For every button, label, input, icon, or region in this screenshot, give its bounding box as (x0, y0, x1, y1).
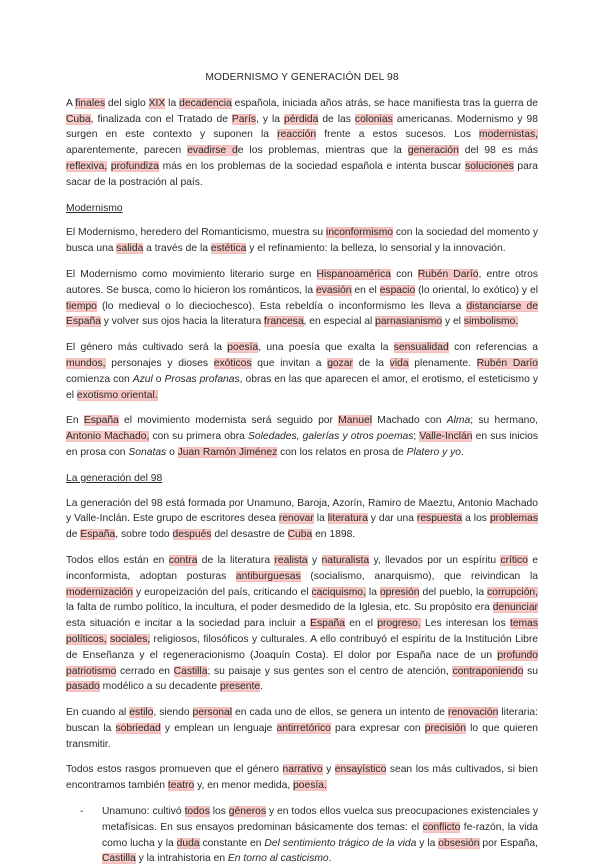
highlighted-text: estética (210, 243, 247, 255)
text-run: su (523, 665, 538, 677)
text-run: (socialismo, anarquismo), que reivindican la (300, 570, 538, 582)
text-run: en el (351, 284, 380, 296)
text-run: y emplean un lenguaje (160, 722, 277, 734)
section-heading: Modernismo (66, 202, 123, 214)
italic-work-title: Azul (132, 373, 153, 385)
highlighted-text: renovar (278, 513, 314, 525)
highlighted-text: España (80, 529, 116, 541)
highlighted-text: problemas (489, 513, 539, 525)
highlighted-text: narrativo (282, 764, 323, 776)
highlighted-text: después (172, 529, 212, 541)
text-run: en cada uno de ellos, se genera un intento de (232, 707, 449, 719)
paragraph (66, 413, 538, 460)
highlighted-text: generación (407, 145, 459, 157)
text-run: la falta de rumbo político, la incultura, el poder desmedido de la Iglesia, etc. Su propósito era (66, 602, 493, 614)
highlighted-text: crítico (500, 554, 528, 566)
text-run: y el (442, 316, 464, 328)
highlighted-text: duda (176, 837, 200, 849)
highlighted-text: evadirse d (187, 145, 238, 157)
text-run: que invitan a (251, 357, 328, 369)
highlighted-text: Rubén Darío (476, 357, 538, 369)
highlighted-text: denunciar (492, 602, 538, 614)
text-run: personajes y dioses (105, 357, 214, 369)
text-run: literaria: buscan la (66, 707, 538, 734)
text-run: y en todos ellos vuelca sus preocupaciones existenciales y metafísicas. En sus ensayos predominan básicamente dos temas: el (102, 806, 538, 833)
paragraph (66, 225, 538, 257)
text-run: (lo oriental, lo exótico) y el (415, 284, 538, 296)
text-run: El Modernismo como movimiento literario surge en (66, 268, 317, 280)
text-run: con referencias a (448, 342, 538, 354)
text-run: o (166, 446, 178, 458)
italic-work-title: Alma (446, 415, 471, 427)
highlighted-text: francesa (264, 316, 304, 328)
text-run: . (328, 853, 332, 865)
highlighted-text: Antonio Machado, (66, 431, 150, 443)
author-list (66, 804, 538, 867)
highlighted-text: antirretórico (276, 722, 331, 734)
text-run: Todos ellos están en (66, 554, 169, 566)
text-run: la (165, 97, 180, 109)
highlighted-text: naturalista (321, 554, 370, 566)
highlighted-text: precisión (424, 722, 466, 734)
highlighted-text: reacción (277, 129, 317, 141)
text-run: del desastre de (211, 529, 288, 541)
text-run: y (307, 554, 322, 566)
text-run: . (260, 681, 263, 693)
text-run: En cuando al (66, 707, 130, 719)
highlighted-text: realista (274, 554, 308, 566)
highlighted-text: exotismo oriental. (76, 389, 158, 401)
text-run: la (313, 513, 328, 525)
text-run: americanas. Modernismo y 98 surgen en este contexto y suponen la (66, 113, 538, 141)
highlighted-text: respuesta (416, 513, 463, 525)
paragraph (66, 553, 538, 695)
text-run: lo que quieren transmitir. (66, 722, 538, 750)
paragraph (66, 96, 538, 191)
text-run: de las (318, 113, 355, 125)
italic-work-title: En torno al casticismo (227, 853, 329, 865)
highlighted-text: gozar (327, 357, 353, 369)
text-run: frente a estos sucesos. Los (316, 129, 480, 141)
highlighted-text: renovación (448, 707, 499, 719)
highlighted-text: sociales, (110, 633, 151, 645)
highlighted-text: modernistas, (479, 129, 538, 141)
text-run: y europeización del país, criticando el (132, 586, 312, 598)
highlighted-text: poesía (227, 342, 259, 354)
highlighted-text: ensayístico (334, 764, 387, 776)
highlighted-text: pérdida (283, 113, 319, 125)
text-run: y la intrahistoria en (135, 853, 228, 865)
highlighted-text: Castilla (173, 665, 208, 677)
highlighted-text: Castilla (102, 853, 136, 865)
text-run: Todos estos rasgos promueven que el género (66, 764, 283, 776)
highlighted-text: obsesión (438, 837, 480, 849)
text-run: , obras en las que aparecen el amor, el erotismo, el esteticismo y el (66, 373, 538, 401)
text-run: del 98 es más (458, 145, 539, 157)
highlighted-text: España (310, 618, 346, 630)
highlighted-text: teatro (167, 780, 195, 792)
text-run: a los (462, 513, 490, 525)
highlighted-text: soluciones (465, 160, 514, 172)
text-run: con (390, 268, 418, 280)
highlighted-text: presente (220, 681, 261, 693)
highlighted-text: pasado (66, 681, 100, 693)
text-run: en el (345, 618, 378, 630)
text-run: y (322, 764, 335, 776)
text-run: en sus inicios en prosa con (66, 431, 538, 458)
text-run: y, en menor medida, (194, 780, 294, 792)
highlighted-text: decadencia (179, 97, 232, 109)
text-run: o (152, 373, 165, 385)
highlighted-text: París (231, 113, 256, 125)
highlighted-text: distanciarse de España (66, 300, 538, 328)
highlighted-text: salida (116, 243, 144, 255)
text-run: a través de la (143, 243, 211, 255)
highlighted-text: reflexiva, (66, 160, 108, 172)
highlighted-text: antiburguesas (235, 570, 301, 582)
text-run: española, iniciada años atrás, se hace manifiesta tras la guerra de (231, 97, 538, 109)
highlighted-text: Cuba (287, 529, 313, 541)
text-run: y dar una (367, 513, 417, 525)
text-run: , finalizada con el Tratado de (90, 113, 232, 125)
text-run: ; su hermano, (470, 415, 538, 427)
document-body (66, 96, 538, 867)
paragraph (66, 267, 538, 330)
text-run: aparentemente, parecen (66, 145, 188, 157)
text-run: y volver sus ojos hacia la literatura (100, 316, 265, 328)
text-run: y, llevados por un espíritu (369, 554, 501, 566)
text-run: más en los problemas de la sociedad española e intenta buscar (158, 160, 466, 172)
text-run: y la (416, 837, 439, 849)
text-run: por España, (479, 837, 538, 849)
highlighted-text: finales (75, 97, 105, 109)
text-run: con los relatos en prosa de (277, 446, 407, 458)
highlighted-text: Rubén Darío (417, 268, 479, 280)
text-run: de la literatura (197, 554, 275, 566)
text-run: modélico a su decadente (99, 681, 221, 693)
highlighted-text: todos (184, 806, 210, 818)
text-run: , en especial al (303, 316, 376, 328)
highlighted-text: parnasianismo (375, 316, 443, 328)
highlighted-text: exóticos (213, 357, 252, 369)
paragraph (66, 340, 538, 403)
text-run: , sobre todo (115, 529, 173, 541)
text-run: plenamente. (408, 357, 477, 369)
highlighted-text: caciquismo, (311, 586, 366, 598)
text-run: religiosos, filosóficos y culturales. A ello contribuyó el espíritu de la Institución Libre de Enseñanza y el regeneracionismo (Joaquín Costa). El dolor por España nace de un (66, 633, 538, 661)
text-run: ; (413, 431, 420, 443)
highlighted-text: estilo (129, 707, 154, 719)
text-run: En (66, 415, 84, 427)
text-run: Les interesan los (420, 618, 510, 630)
highlighted-text: poesía. (293, 780, 327, 792)
text-run: , una poesía que exalta la (258, 342, 394, 354)
italic-work-title: Prosas profanas (164, 373, 240, 385)
highlighted-text: Manuel (338, 415, 372, 427)
highlighted-text: tiempo (66, 300, 97, 312)
section-heading: La generación del 98 (66, 472, 163, 484)
highlighted-text: opresión (379, 586, 420, 598)
text-run: Machado con (372, 415, 447, 427)
italic-work-title: Platero y yo (406, 446, 461, 458)
text-run: en 1898. (312, 529, 356, 541)
highlighted-text: géneros (228, 806, 267, 818)
text-run: la (365, 586, 380, 598)
text-run: ; su paisaje y sus gentes son el centro de atención, (207, 665, 453, 677)
highlighted-text: modernización (66, 586, 133, 598)
text-run: comienza con (66, 373, 133, 385)
highlighted-text: profundo (497, 649, 538, 661)
highlighted-text: Valle-Inclán (419, 431, 473, 443)
highlighted-text: conflicto (422, 821, 461, 833)
text-run: los (209, 806, 229, 818)
text-run: para sacar de la postración al país. (66, 160, 538, 188)
text-run: El Modernismo, heredero del Romanticismo, muestra su (66, 227, 327, 239)
highlighted-text: vida (389, 357, 409, 369)
highlighted-text: progreso. (377, 618, 421, 630)
text-run: e inconformista, adoptan posturas (66, 554, 539, 582)
highlighted-text: profundiza (110, 160, 159, 172)
text-run: del siglo (104, 97, 149, 109)
text-run: de la (352, 357, 390, 369)
text-run: para expresar con (330, 722, 425, 734)
text-run: con su primera obra (149, 431, 248, 443)
text-run: sean los más cultivados, si bien encontramos también (66, 764, 538, 792)
page-title: MODERNISMO Y GENERACIÓN DEL 98 (205, 72, 399, 83)
text-run: La generación del 98 está formada por Unamuno, Baroja, Azorín, Ramiro de Maeztu, Antonio Machado y Valle-Inclán. Este grupo de escritores desea (66, 497, 538, 525)
highlighted-text: corrupción, (487, 586, 539, 598)
italic-work-title: Soledades, galerías y otros poemas (248, 431, 414, 443)
dash-bullet-icon: - (80, 806, 84, 818)
highlighted-text: espacio (379, 284, 416, 296)
paragraph (66, 762, 538, 794)
text-run: (lo medieval o lo dieciochesco). Esta rebeldía o inconformismo les lleva a (96, 300, 467, 312)
highlighted-text: mundos, (66, 357, 106, 369)
highlighted-text: políticos, (66, 633, 107, 645)
text-run: cerrado en (116, 665, 174, 677)
paragraph (66, 496, 538, 543)
text-run: A (66, 97, 76, 109)
italic-work-title: Sonatas (128, 446, 167, 458)
list-item (80, 804, 539, 867)
text-run: esta situación e incitar a la sociedad para incluir a (66, 618, 311, 630)
text-run: e los problemas, mientras que la (237, 145, 408, 157)
highlighted-text: literatura (327, 513, 368, 525)
text-run: , siendo (153, 707, 193, 719)
text-run: con la sociedad del momento y busca una (66, 227, 538, 255)
highlighted-text: evasión (316, 284, 352, 296)
text-run: El género más cultivado será la (66, 342, 228, 354)
highlighted-text: colonias (354, 113, 393, 125)
highlighted-text: temas (509, 618, 538, 630)
highlighted-text: contraponiendo (452, 665, 524, 677)
text-run: Unamuno: cultivó (102, 806, 185, 818)
highlighted-text: inconformismo (326, 227, 393, 239)
text-run: del pueblo, la (419, 586, 488, 598)
text-run: y el refinamiento: la belleza, lo sensorial y la innovación. (246, 243, 506, 255)
highlighted-text: patriotismo (66, 665, 117, 677)
highlighted-text: simbolismo. (463, 316, 519, 328)
highlighted-text: contra (168, 554, 198, 566)
highlighted-text: sensualidad (393, 342, 449, 354)
text-run: constante en (199, 837, 265, 849)
italic-work-title: Del sentimiento trágico de la vida (264, 837, 417, 849)
paragraph (66, 705, 538, 752)
text-run: , y la (255, 113, 284, 125)
text-run: , entre otros autores. Se busca, como lo hicieron los románticos, la (66, 268, 538, 296)
highlighted-text: Hispanoamérica (316, 268, 391, 280)
highlighted-text: personal (192, 707, 233, 719)
text-run: el movimiento modernista será seguido por (118, 415, 339, 427)
text-run: . (461, 446, 464, 458)
highlighted-text: XIX (148, 97, 166, 109)
highlighted-text: sobriedad (115, 722, 161, 734)
highlighted-text: España (83, 415, 119, 427)
text-run: fe-razón, la vida como lucha y la (102, 821, 539, 849)
highlighted-text: Juan Ramón Jiménez (177, 446, 278, 458)
text-run: de (66, 529, 81, 541)
highlighted-text: Cuba (66, 113, 91, 125)
